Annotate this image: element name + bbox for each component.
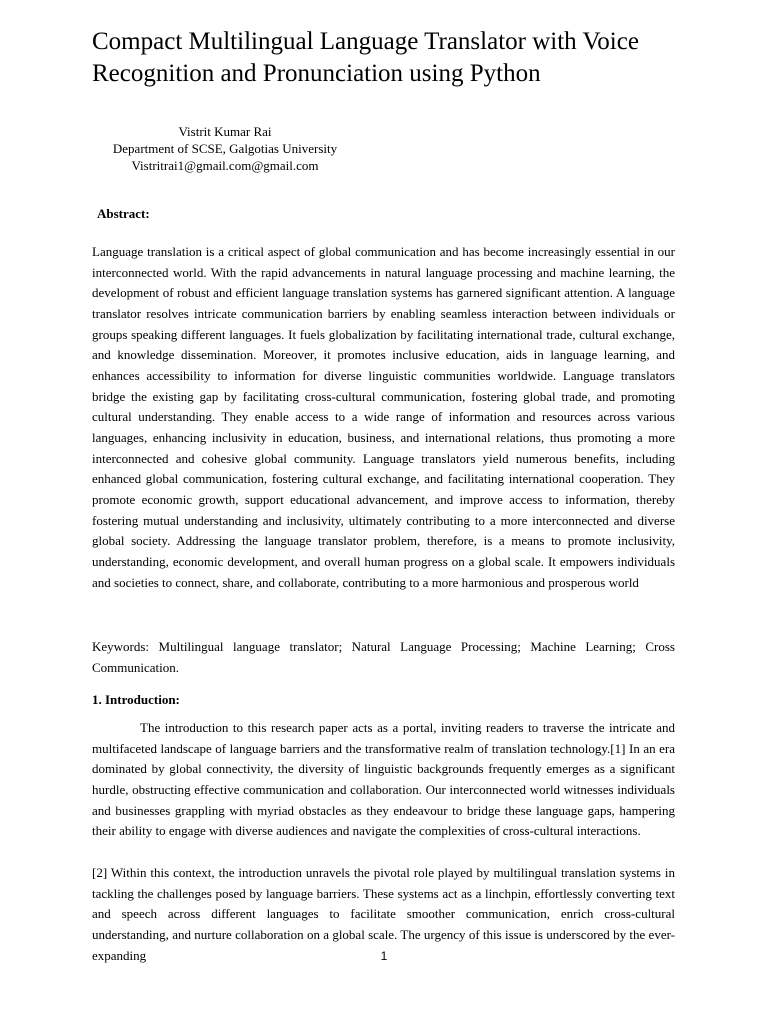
author-email: Vistritrai1@gmail.com@gmail.com xyxy=(131,158,319,173)
introduction-paragraph: [2] Within this context, the introduction unravels the pivotal role played by multilingual translation systems in tackling the challenges posed by language barriers. These systems act as a linchpin, effortlessly converting text and speech across different languages to facilitate smoother communication, enrich cross-cultural understanding, and nurture collaboration on a global scale. The urgency of this issue is underscored by the ever-expanding xyxy=(92,865,675,963)
introduction-paragraph: The introduction to this research paper acts as a portal, inviting readers to traverse the intricate and multifaceted landscape of language barriers and the transformative realm of translation technology.[1] In an era dominated by global connectivity, the diversity of linguistic backgrounds frequently emerges as a significant hurdle, obstructing effective communication and collaboration. Our interconnected world witnesses individuals and businesses grappling with myriad obstacles as they endeavour to bridge these language gaps, hampering their ability to engage with diverse audiences and navigate the complexities of cross-cultural interactions. xyxy=(92,720,675,839)
page-number: 1 xyxy=(380,949,388,963)
introduction-heading: 1. Introduction: xyxy=(92,692,180,707)
abstract-body: Language translation is a critical aspect of global communication and has become increasingly essential in our interconnected world. With the rapid advancements in natural language processing and machine learning, the development of robust and efficient language translation systems has garnered significant attention. A language translator resolves intricate communication barriers by enabling seamless interaction between individuals or groups speaking different languages. It fuels globalization by facilitating international trade, cultural exchange, and knowledge dissemination. Moreover, it promotes inclusive education, aids in language learning, and enhances accessibility to information for diverse linguistic communities worldwide. Language translators bridge the existing gap by facilitating cross-cultural communication, fostering global trade, and promoting cultural understanding. They enable access to a wide range of information and resources across various languages, enhancing inclusivity in education, business, and international relations, thus promoting a more interconnected and cohesive global community. Language translators yield numerous benefits, including enhanced global communication, fostering cultural exchange, and facilitating international cooperation. They promote economic growth, support educational advancement, and improve access to information, thereby fostering mutual understanding and inclusivity, ultimately contributing to a more interconnected and diverse global society. Addressing the language translator problem, therefore, is a means to promote inclusivity, understanding, economic development, and overall human progress on a global scale. It empowers individuals and societies to connect, share, and collaborate, contributing to a more harmonious and prosperous world xyxy=(92,244,675,590)
author-name: Vistrit Kumar Rai xyxy=(178,124,272,139)
abstract-heading: Abstract: xyxy=(97,206,150,221)
author-block xyxy=(92,123,358,174)
author-affiliation: Department of SCSE, Galgotias University xyxy=(112,141,338,156)
keywords: Keywords: Multilingual language translator; Natural Language Processing; Machine Learning; Cross Communication. xyxy=(92,639,675,675)
paper-title: Compact Multilingual Language Translator with Voice Recognition and Pronunciation using Python xyxy=(92,28,639,87)
